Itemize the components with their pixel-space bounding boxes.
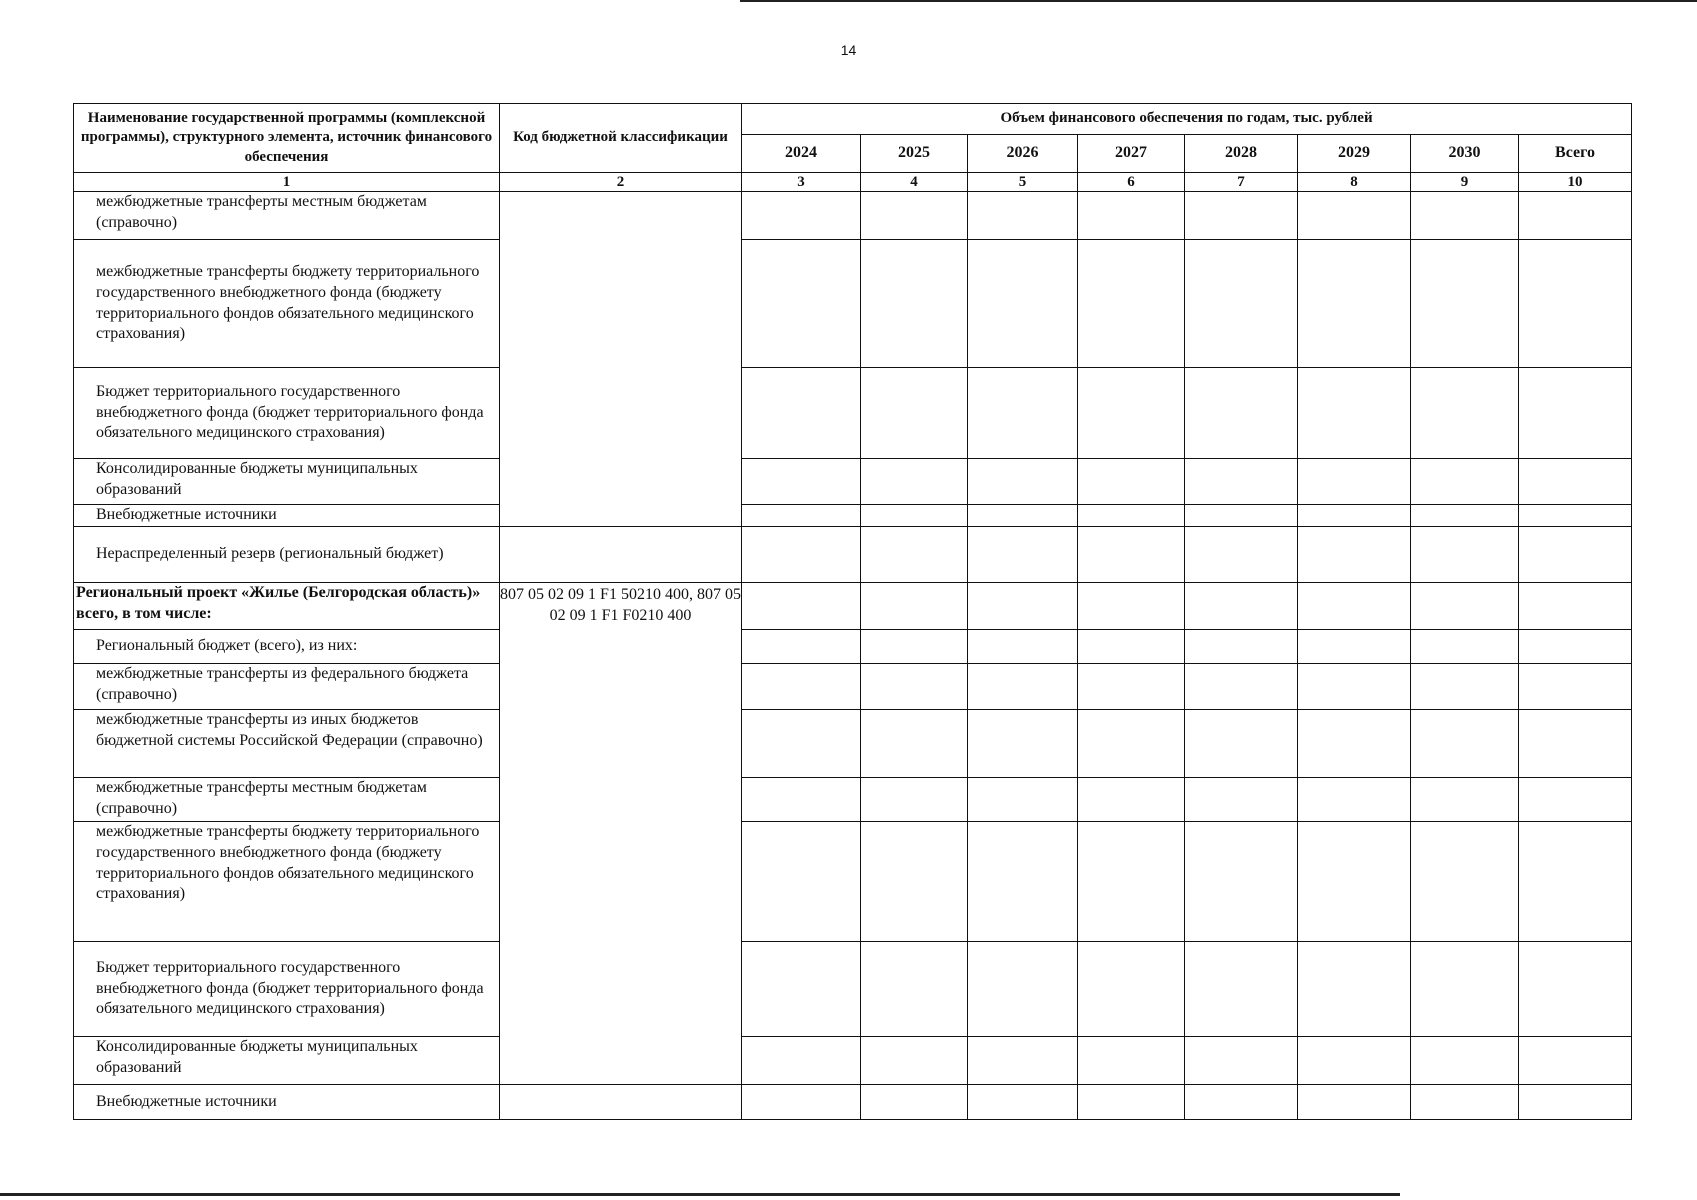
value-cell — [1411, 1085, 1519, 1120]
column-number: 6 — [1078, 173, 1185, 192]
table-row — [74, 778, 1632, 822]
value-cell — [861, 710, 968, 778]
value-cell — [1078, 459, 1185, 505]
header-year: 2026 — [968, 135, 1078, 173]
row-name: Бюджет территориального государственного внебюджетного фонда (бюджет территориального фонда обязательного медицинского страхования) — [74, 942, 500, 1037]
header-year-total: Всего — [1519, 135, 1632, 173]
value-cell — [861, 630, 968, 664]
value-cell — [861, 583, 968, 630]
value-cell — [1298, 459, 1411, 505]
value-cell — [1519, 192, 1632, 240]
value-cell — [742, 505, 861, 527]
value-cell — [1185, 192, 1298, 240]
row-code-empty — [500, 192, 742, 527]
value-cell — [861, 664, 968, 710]
value-cell — [1298, 527, 1411, 583]
value-cell — [1298, 192, 1411, 240]
value-cell — [742, 527, 861, 583]
value-cell — [1411, 822, 1519, 942]
row-name: межбюджетные трансферты из федерального бюджета (справочно) — [74, 664, 500, 710]
row-code: 807 05 02 09 1 F1 50210 400, 807 05 02 09 1 F1 F0210 400 — [500, 583, 742, 1085]
value-cell — [861, 1037, 968, 1085]
value-cell — [861, 368, 968, 459]
value-cell — [968, 583, 1078, 630]
value-cell — [742, 240, 861, 368]
value-cell — [742, 1037, 861, 1085]
row-name: межбюджетные трансферты местным бюджетам (справочно) — [74, 778, 500, 822]
value-cell — [1298, 822, 1411, 942]
value-cell — [1078, 1037, 1185, 1085]
value-cell — [968, 459, 1078, 505]
value-cell — [1185, 778, 1298, 822]
value-cell — [1078, 583, 1185, 630]
header-year: 2025 — [861, 135, 968, 173]
value-cell — [1185, 527, 1298, 583]
value-cell — [1078, 240, 1185, 368]
column-number: 10 — [1519, 173, 1632, 192]
row-name: Внебюджетные источники — [74, 505, 500, 527]
value-cell — [1298, 583, 1411, 630]
value-cell — [1519, 527, 1632, 583]
column-number: 8 — [1298, 173, 1411, 192]
table-row — [74, 1037, 1632, 1085]
value-cell — [968, 942, 1078, 1037]
value-cell — [861, 527, 968, 583]
value-cell — [1519, 822, 1632, 942]
value-cell — [968, 527, 1078, 583]
row-name: межбюджетные трансферты бюджету территориального государственного внебюджетного фонда (бюджету территориального фондов обязательного медицинского страхования) — [74, 822, 500, 942]
value-cell — [1298, 505, 1411, 527]
value-cell — [861, 192, 968, 240]
value-cell — [968, 822, 1078, 942]
value-cell — [1298, 368, 1411, 459]
value-cell — [1185, 368, 1298, 459]
column-number: 7 — [1185, 173, 1298, 192]
table-row — [74, 527, 1632, 583]
table-row — [74, 822, 1632, 942]
table-row — [74, 942, 1632, 1037]
value-cell — [1519, 630, 1632, 664]
value-cell — [968, 664, 1078, 710]
row-name: Нераспределенный резерв (региональный бюджет) — [74, 527, 500, 583]
value-cell — [1185, 1037, 1298, 1085]
page-number: 14 — [840, 42, 857, 58]
value-cell — [861, 505, 968, 527]
value-cell — [1298, 778, 1411, 822]
value-cell — [1078, 1085, 1185, 1120]
value-cell — [742, 822, 861, 942]
value-cell — [1411, 583, 1519, 630]
value-cell — [1411, 368, 1519, 459]
value-cell — [742, 664, 861, 710]
value-cell — [1078, 505, 1185, 527]
value-cell — [1519, 942, 1632, 1037]
column-number: 1 — [74, 173, 500, 192]
value-cell — [861, 240, 968, 368]
table-row — [74, 1085, 1632, 1120]
value-cell — [861, 1085, 968, 1120]
value-cell — [742, 710, 861, 778]
value-cell — [1298, 240, 1411, 368]
value-cell — [742, 942, 861, 1037]
header-year: 2027 — [1078, 135, 1185, 173]
value-cell — [1185, 505, 1298, 527]
value-cell — [1298, 1085, 1411, 1120]
value-cell — [1298, 1037, 1411, 1085]
value-cell — [1078, 664, 1185, 710]
row-name: Консолидированные бюджеты муниципальных образований — [74, 459, 500, 505]
value-cell — [1298, 942, 1411, 1037]
header-volume-column: Объем финансового обеспечения по годам, тыс. рублей — [742, 104, 1632, 135]
value-cell — [968, 505, 1078, 527]
financing-table — [73, 103, 1632, 1120]
value-cell — [1185, 1085, 1298, 1120]
row-code-empty — [500, 1085, 742, 1120]
value-cell — [1519, 459, 1632, 505]
value-cell — [1519, 710, 1632, 778]
row-code-empty — [500, 527, 742, 583]
value-cell — [1185, 583, 1298, 630]
table-row — [74, 505, 1632, 527]
value-cell — [1411, 240, 1519, 368]
value-cell — [1185, 822, 1298, 942]
value-cell — [1078, 192, 1185, 240]
value-cell — [1519, 368, 1632, 459]
value-cell — [1078, 822, 1185, 942]
value-cell — [1078, 527, 1185, 583]
header-year: 2024 — [742, 135, 861, 173]
value-cell — [1078, 942, 1185, 1037]
header-name-column: Наименование государственной программы (комплексной программы), структурного элемента, источник финансового обеспечения — [74, 104, 500, 173]
value-cell — [1519, 1085, 1632, 1120]
table-row — [74, 368, 1632, 459]
value-cell — [968, 778, 1078, 822]
table-row — [74, 664, 1632, 710]
value-cell — [968, 1037, 1078, 1085]
column-number: 5 — [968, 173, 1078, 192]
value-cell — [968, 368, 1078, 459]
scan-edge-bottom — [0, 1193, 1400, 1196]
header-row-1 — [74, 104, 1632, 135]
row-name: межбюджетные трансферты местным бюджетам (справочно) — [74, 192, 500, 240]
row-name: межбюджетные трансферты бюджету территориального государственного внебюджетного фонда (бюджету территориального фондов обязательного медицинского страхования) — [74, 240, 500, 368]
value-cell — [1411, 710, 1519, 778]
value-cell — [1411, 1037, 1519, 1085]
table-row — [74, 192, 1632, 240]
table-row — [74, 459, 1632, 505]
value-cell — [968, 710, 1078, 778]
value-cell — [1185, 942, 1298, 1037]
header-year: 2030 — [1411, 135, 1519, 173]
value-cell — [1519, 240, 1632, 368]
value-cell — [1411, 505, 1519, 527]
table-row — [74, 630, 1632, 664]
row-name: Консолидированные бюджеты муниципальных образований — [74, 1037, 500, 1085]
value-cell — [1519, 583, 1632, 630]
value-cell — [1519, 664, 1632, 710]
value-cell — [1078, 368, 1185, 459]
value-cell — [1185, 630, 1298, 664]
value-cell — [861, 459, 968, 505]
value-cell — [742, 368, 861, 459]
row-name: Региональный бюджет (всего), из них: — [74, 630, 500, 664]
column-number: 4 — [861, 173, 968, 192]
row-name: Бюджет территориального государственного внебюджетного фонда (бюджет территориального фонда обязательного медицинского страхования) — [74, 368, 500, 459]
column-number-row — [74, 173, 1632, 192]
value-cell — [1185, 240, 1298, 368]
value-cell — [1078, 710, 1185, 778]
value-cell — [1411, 778, 1519, 822]
row-name: Внебюджетные источники — [74, 1085, 500, 1120]
row-name: межбюджетные трансферты из иных бюджетов бюджетной системы Российской Федерации (справочно) — [74, 710, 500, 778]
value-cell — [861, 942, 968, 1037]
value-cell — [1185, 710, 1298, 778]
column-number: 2 — [500, 173, 742, 192]
value-cell — [1519, 778, 1632, 822]
table-row-project — [74, 583, 1632, 630]
column-number: 3 — [742, 173, 861, 192]
value-cell — [1298, 630, 1411, 664]
value-cell — [968, 630, 1078, 664]
value-cell — [1411, 527, 1519, 583]
header-code-column: Код бюджетной классификации — [500, 104, 742, 173]
value-cell — [1411, 942, 1519, 1037]
table-row — [74, 240, 1632, 368]
value-cell — [742, 1085, 861, 1120]
value-cell — [1411, 630, 1519, 664]
value-cell — [1411, 664, 1519, 710]
value-cell — [968, 192, 1078, 240]
value-cell — [1411, 459, 1519, 505]
value-cell — [742, 583, 861, 630]
value-cell — [968, 1085, 1078, 1120]
value-cell — [1519, 505, 1632, 527]
value-cell — [1185, 664, 1298, 710]
value-cell — [1185, 459, 1298, 505]
value-cell — [1078, 778, 1185, 822]
column-number: 9 — [1411, 173, 1519, 192]
value-cell — [742, 630, 861, 664]
value-cell — [742, 459, 861, 505]
value-cell — [1298, 710, 1411, 778]
header-year: 2028 — [1185, 135, 1298, 173]
value-cell — [742, 192, 861, 240]
value-cell — [968, 240, 1078, 368]
value-cell — [1519, 1037, 1632, 1085]
value-cell — [861, 778, 968, 822]
value-cell — [1411, 192, 1519, 240]
row-name-project: Региональный проект «Жилье (Белгородская область)» всего, в том числе: — [74, 583, 500, 630]
table-row — [74, 710, 1632, 778]
value-cell — [742, 778, 861, 822]
value-cell — [1078, 630, 1185, 664]
scan-edge-top — [740, 0, 1697, 2]
header-year: 2029 — [1298, 135, 1411, 173]
value-cell — [1298, 664, 1411, 710]
value-cell — [861, 822, 968, 942]
